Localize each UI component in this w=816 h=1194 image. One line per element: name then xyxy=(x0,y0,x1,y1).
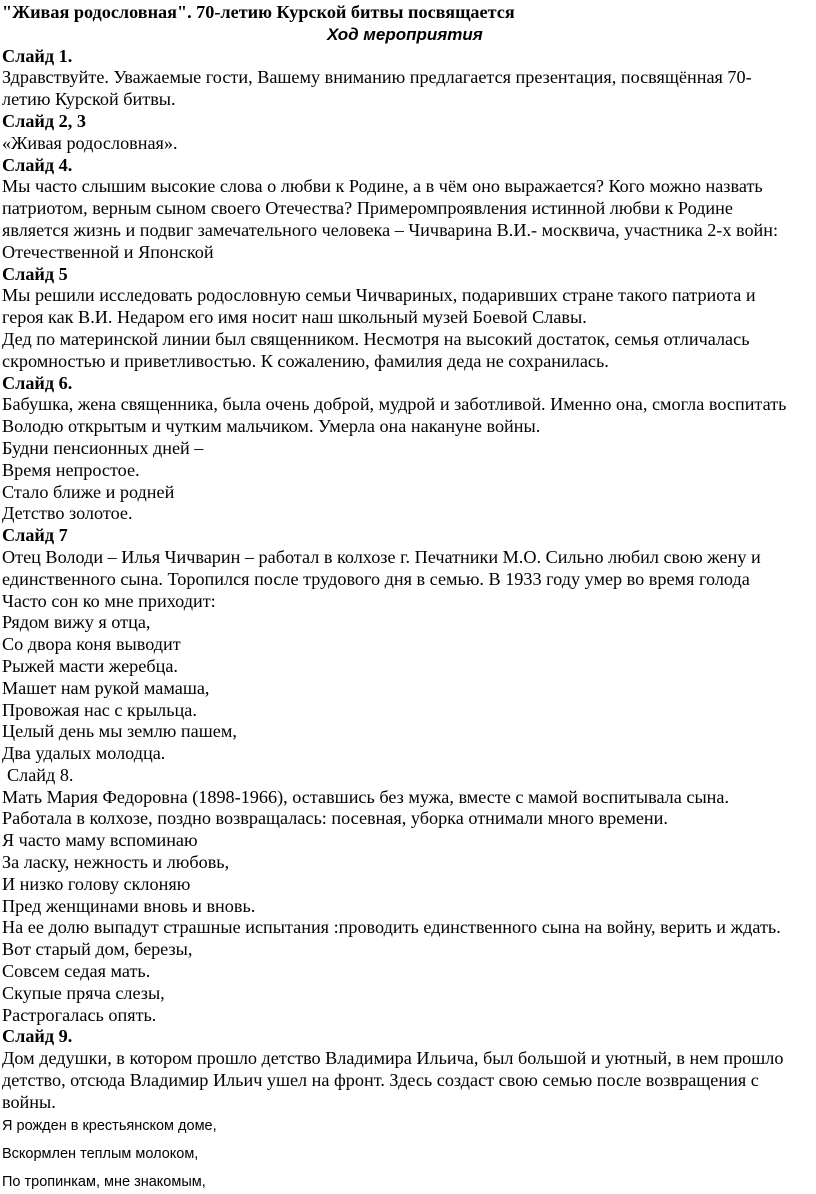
text-line: Провожая нас с крыльца. xyxy=(2,699,197,720)
text-line: детство, отсюда Владимир Ильич ушел на фронт. Здесь создаст свою семью после возвращения с xyxy=(2,1070,759,1091)
text-line: Мать Мария Федоровна (1898-1966), оставшись без мужа, вместе с мамой воспитывала сына. xyxy=(2,786,730,807)
text-line: Время непростое. xyxy=(2,459,140,480)
text-line: Скупые пряча слезы, xyxy=(2,982,165,1003)
text-line: Дом дедушки, в котором прошло детство Владимира Ильича, был большой и уютный, в нем прошло xyxy=(2,1048,784,1069)
poem-line: Вскормлен теплым молоком, xyxy=(2,1145,199,1162)
text-line: Детство золотое. xyxy=(2,503,133,524)
text-line: Вот старый дом, березы, xyxy=(2,939,193,960)
slide-heading: Слайд 4. xyxy=(2,154,73,175)
text-line: За ласку, нежность и любовь, xyxy=(2,852,230,873)
text-line: патриотом, верным сыном своего Отечества? Примеромпроявления истинной любви к Родине xyxy=(2,198,733,219)
slide-heading: Слайд 9. xyxy=(2,1026,73,1047)
text-line: Отец Володи – Илья Чичварин – работал в колхозе г. Печатники М.О. Сильно любил свою жену и xyxy=(2,546,761,567)
text-line: Мы часто слышим высокие слова о любви к Родине, а в чём оно выражается? Кого можно назвать xyxy=(2,176,763,197)
slide-heading: Слайд 8. xyxy=(7,764,74,785)
document-title: "Живая родословная". 70-летию Курской битвы посвящается xyxy=(2,2,515,22)
slide-heading: Слайд 2, 3 xyxy=(2,110,86,131)
text-line: Я часто маму вспоминаю xyxy=(2,830,198,851)
text-line: Отечественной и Японской xyxy=(2,241,214,262)
text-line: Целый день мы землю пашем, xyxy=(2,721,237,742)
text-line: Дед по материнской линии был священником. Несмотря на высокий достаток, семья отличалась xyxy=(2,328,750,349)
text-line: Рыжей масти жеребца. xyxy=(2,655,178,676)
slide-heading: Слайд 7 xyxy=(2,525,68,546)
text-line: войны. xyxy=(2,1091,56,1112)
poem-line: По тропинкам, мне знакомым, xyxy=(2,1173,206,1190)
text-line: скромностью и приветливостью. К сожалению, фамилия деда не сохранилась. xyxy=(2,350,609,371)
text-line: На ее долю выпадут страшные испытания :проводить единственного сына на войну, верить и ждать. xyxy=(2,917,781,938)
text-line: Стало ближе и родней xyxy=(2,481,175,502)
text-line: Со двора коня выводит xyxy=(2,634,181,655)
slide-heading: Слайд 6. xyxy=(2,372,73,393)
text-line: Бабушка, жена священника, была очень доброй, мудрой и заботливой. Именно она, смогла воспитать xyxy=(2,394,787,415)
text-line: «Живая родословная». xyxy=(2,132,178,153)
text-line: Будни пенсионных дней – xyxy=(2,437,204,458)
slide-heading: Слайд 1. xyxy=(2,45,73,66)
document-body xyxy=(2,46,816,1194)
poem-line: Я рожден в крестьянском доме, xyxy=(2,1117,217,1134)
slide-heading: Слайд 5 xyxy=(2,263,68,284)
text-line: Мы решили исследовать родословную семьи Чичвариных, подаривших стране такого патриота и xyxy=(2,285,756,306)
text-line: Володю открытым и чутким мальчиком. Умерла она накануне войны. xyxy=(2,416,541,437)
text-line: Машет нам рукой мамаша, xyxy=(2,677,210,698)
text-line: Растрогалась опять. xyxy=(2,1004,157,1025)
text-line: летию Курской битвы. xyxy=(2,89,176,110)
text-line: Рядом вижу я отца, xyxy=(2,612,151,633)
text-line: Пред женщинами вновь и вновь. xyxy=(2,895,256,916)
text-line: героя как В.И. Недаром его имя носит наш школьный музей Боевой Славы. xyxy=(2,307,587,328)
text-line: Работала в колхозе, поздно возвращалась: посевная, уборка отнимали много времени. xyxy=(2,808,668,829)
text-line: И низко голову склоняю xyxy=(2,873,191,894)
text-line: Два удалых молодца. xyxy=(2,743,166,764)
document-subtitle: Ход мероприятия xyxy=(327,24,483,44)
text-line: является жизнь и подвиг замечательного человека – Чичварина В.И.- москвича, участника 2-х войн: xyxy=(2,219,779,240)
text-line: Здравствуйте. Уважаемые гости, Вашему вниманию предлагается презентация, посвящённая 70- xyxy=(2,67,752,88)
text-line: Совсем седая мать. xyxy=(2,961,151,982)
text-line: Часто сон ко мне приходит: xyxy=(2,590,216,611)
text-line: единственного сына. Торопился после трудового дня в семью. В 1933 году умер во время голода xyxy=(2,568,750,589)
